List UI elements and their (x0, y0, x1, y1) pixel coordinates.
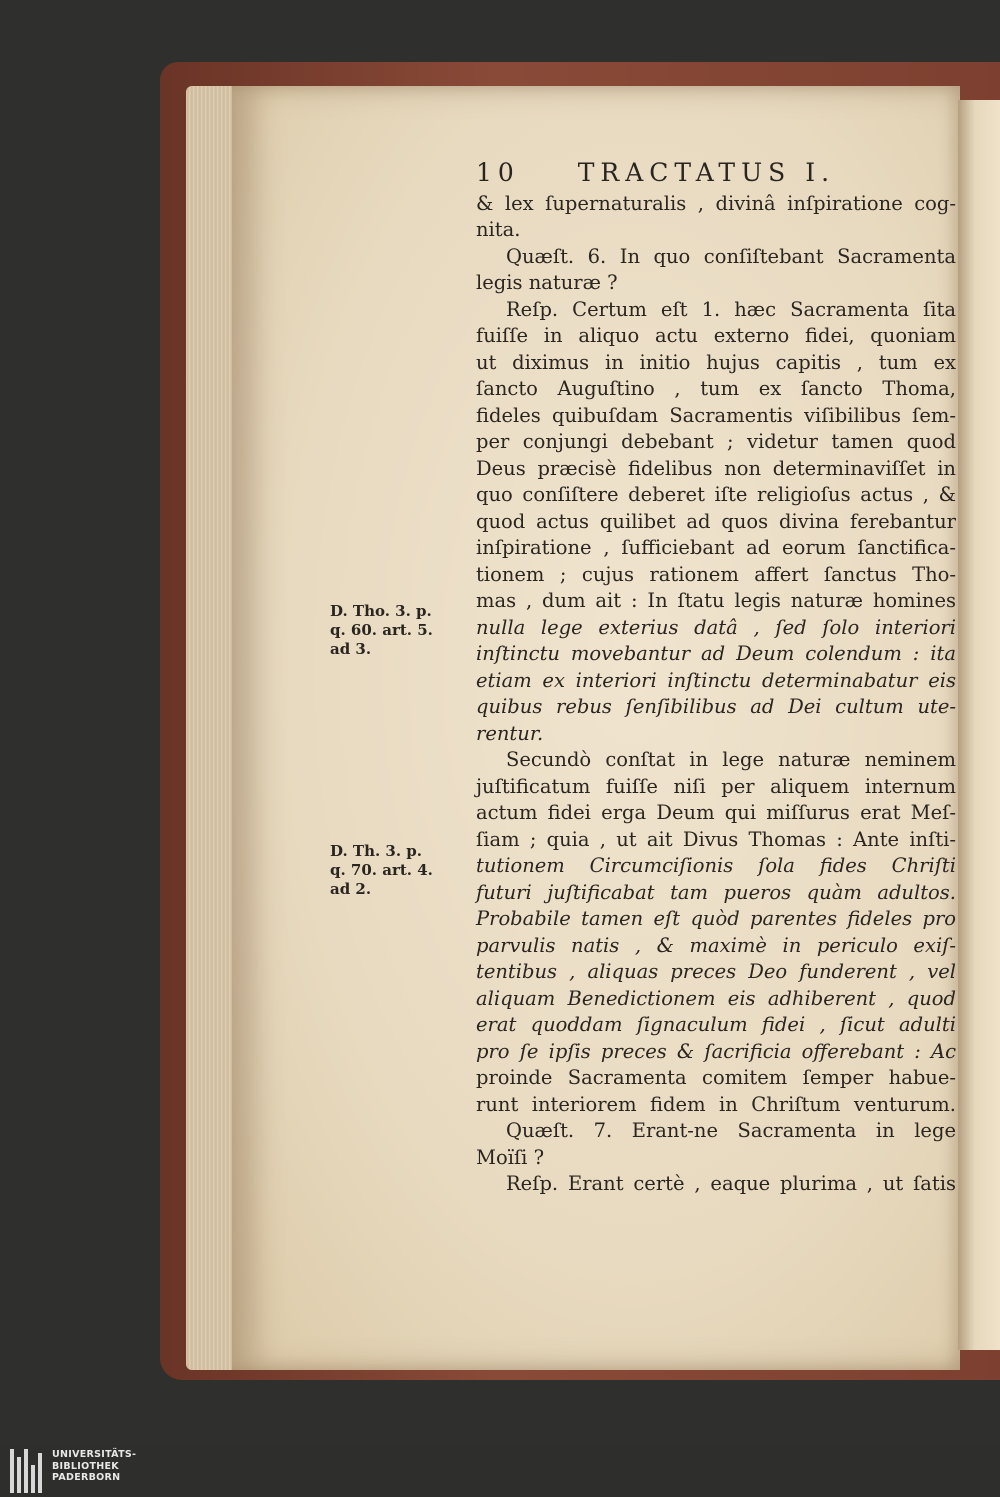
running-header (476, 160, 956, 187)
text-line: tionem ; cujus rationem affert ſanctus Tho- (476, 562, 956, 586)
text-line: fideles quibuſdam Sacramentis viſibilibus ſem- (476, 403, 956, 427)
text-line: nita. (476, 218, 521, 241)
text-line: Secundò conſtat in lege naturæ neminem (506, 748, 956, 771)
text-line: runt interiorem fidem in Chriſtum venturum. (476, 1092, 956, 1116)
text-line: Reſp. Certum eſt 1. hæc Sacramenta ſita (506, 297, 956, 321)
text-line: Deus præcisè fidelibus non determinaviſſet in (476, 456, 956, 480)
text-line: per conjungi debebant ; videtur tamen quod (476, 430, 956, 453)
running-title: TRACTATUS I. (577, 158, 836, 187)
text-line: nulla lege exterius datâ , ſed ſolo interiori (476, 615, 956, 639)
text-line: ut diximus in initio hujus capitis , tum ex (476, 350, 956, 374)
text-line: inſtinctu movebantur ad Deum colendum : ita (476, 642, 956, 665)
facing-page-edge (958, 100, 1000, 1350)
margin-note-1 (330, 602, 470, 659)
margin-note-line: q. 70. art. 4. (330, 861, 433, 879)
text-line: parvulis natis , & maximè in periculo exiſ- (476, 933, 956, 957)
page-text-block (476, 160, 956, 1198)
margin-note-line: D. Tho. 3. p. (330, 602, 432, 620)
margin-note-2 (330, 842, 470, 899)
margin-note-line: ad 3. (330, 640, 372, 658)
text-line: aliquam Benedictionem eis adhiberent , quod (476, 986, 956, 1010)
page-number: 10 (476, 158, 520, 187)
text-line: Quæſt. 7. Erant-ne Sacramenta in lege (506, 1119, 956, 1142)
body-text (476, 191, 956, 1198)
text-line: pro ſe ipſis preces & ſacrificia offerebant : Ac (476, 1039, 956, 1063)
library-logo-icon (10, 1449, 46, 1493)
text-line: & lex ſupernaturalis , divinâ inſpiratione cog- (476, 191, 956, 215)
text-line: fuiſſe in aliquo actu externo fidei, quoniam (476, 324, 956, 347)
text-line: futuri juſtificabat tam pueros quàm adultos. (476, 880, 956, 904)
text-line: quod actus quilibet ad quos divina ferebantur (476, 509, 956, 533)
text-line: ſiam ; quia , ut ait Divus Thomas : Ante inſti- (476, 827, 956, 851)
text-line: actum fidei erga Deum qui miſſurus erat Meſ- (476, 801, 956, 824)
margin-note-line: q. 60. art. 5. (330, 621, 433, 639)
text-line: rentur. (476, 721, 544, 745)
library-logo (0, 1445, 1000, 1497)
text-line: Reſp. Erant certè , eaque plurima , ut ſatis (506, 1172, 956, 1195)
text-line: tutionem Circumciſionis ſola fides Chriſti (476, 854, 956, 877)
text-line: proinde Sacramenta comitem ſemper habue- (476, 1066, 956, 1089)
text-line: ſancto Auguſtino , tum ex ſancto Thoma, (476, 377, 956, 400)
text-line: quibus rebus ſenſibilibus ad Dei cultum ute- (476, 695, 956, 718)
text-line: legis naturæ ? (476, 271, 618, 294)
margin-note-line: D. Th. 3. p. (330, 842, 423, 860)
margin-note-line: ad 2. (330, 880, 372, 898)
text-line: erat quoddam ſignaculum fidei , ſicut adulti (476, 1013, 956, 1036)
text-line: etiam ex interiori inſtinctu determinabatur eis (476, 668, 956, 692)
library-logo-text: UNIVERSITÄTS- BIBLIOTHEK PADERBORN (52, 1449, 137, 1483)
text-line: Moïſi ? (476, 1145, 545, 1169)
text-line: juſtificatum fuiſſe niſi per aliquem internum (476, 774, 956, 798)
text-line: Probabile tamen eſt quòd parentes fideles pro (476, 907, 956, 930)
text-line: quo conſiſtere deberet iſte religioſus actus , & (476, 483, 956, 506)
text-line: Quæſt. 6. In quo conſiſtebant Sacramenta (506, 244, 956, 268)
text-line: mas , dum ait : In ſtatu legis naturæ homines (476, 589, 956, 612)
text-line: tentibus , aliquas preces Deo funderent , vel (476, 960, 956, 983)
text-line: inſpiratione , ſufficiebant ad eorum ſanctifica- (476, 536, 956, 559)
